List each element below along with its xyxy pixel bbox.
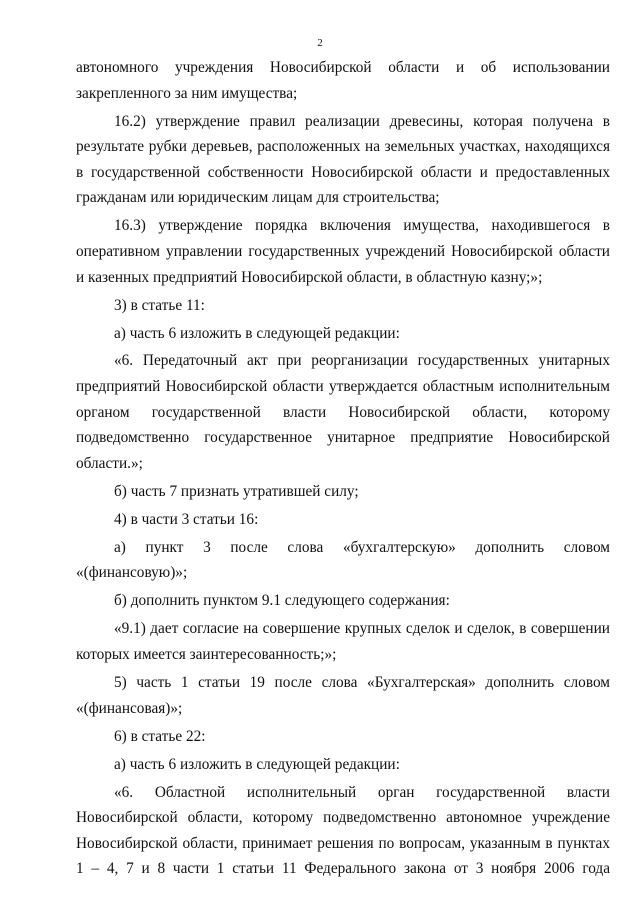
paragraph-item-5: 5) часть 1 статьи 19 после слова «Бухгалтерская» дополнить словом «(финансовая)»; [76,673,610,717]
paragraph-quote-6-final: «6. Областной исполнительный орган государственной власти Новосибирской области, которому подведомственно автономное учреждение Новосибирской области, принимает решения по вопросам, указанным в пунктах 1 – 4, 7 и 8 части 1 статьи 11 Федерального закона от 3 ноября 2006 года [76,783,610,878]
paragraph-item-4a: а) пункт 3 после слова «бухгалтерскую» дополнить словом «(финансовую)»; [76,538,610,582]
paragraph-16-3: 16.3) утверждение порядка включения имущества, находившегося в оперативном управлении государственных учреждений Новосибирской области и казенных предприятий Новосибирской области, в областную казну;»; [76,217,610,286]
paragraph-item-3: 3) в статье 11: [114,296,205,314]
paragraph-item-3b: б) часть 7 признать утратившей силу; [114,482,359,500]
document-body [76,55,610,884]
paragraph-item-6a: а) часть 6 изложить в следующей редакции: [114,755,400,773]
paragraph-item-4b: б) дополнить пунктом 9.1 следующего содержания: [114,592,450,610]
paragraph-item-6: 6) в статье 22: [114,727,206,745]
paragraph-item-3a: а) часть 6 изложить в следующей редакции: [114,324,400,342]
paragraph-16-2: 16.2) утверждение правил реализации древесины, которая получена в результате рубки деревьев, расположенных на земельных участках, находящихся в государственной собственности Новосибирской области и предоставленных гражданам или юридическим лицам для строительства; [76,112,610,207]
paragraph-quote-9-1: «9.1) дает согласие на совершение крупных сделок и сделок, в совершении которых имеется заинтересованность;»; [76,620,610,663]
paragraph-item-4: 4) в части 3 статьи 16: [114,510,259,528]
page-number: 2 [317,37,323,49]
paragraph-quote-6: «6. Передаточный акт при реорганизации государственных унитарных предприятий Новосибирской области утверждается областным исполнительным органом государственной власти Новосибирской области, которому подведомственно государственное унитарное предприятие Новосибирской области.»; [76,352,610,472]
paragraph-continuation: автономного учреждения Новосибирской области и об использовании закрепленного за ним имущества; [76,59,610,102]
